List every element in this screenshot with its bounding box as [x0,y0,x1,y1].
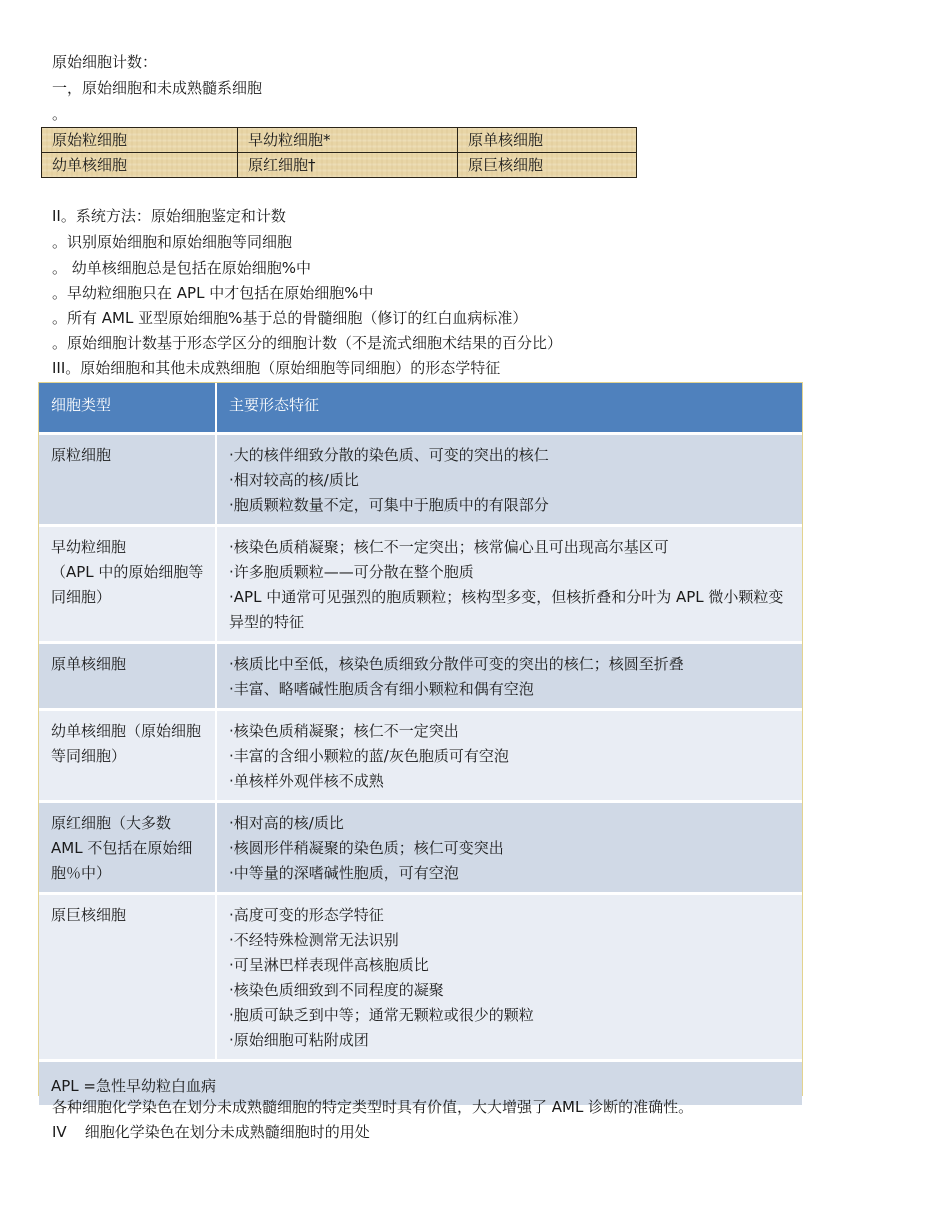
feature-item: ·相对较高的核/质比 [229,471,359,489]
doc-heading: 原始细胞计数： [52,53,158,71]
table-footnote: APL =急性早幼粒白血病 [39,1062,802,1105]
cell-features [217,895,802,1062]
section4-heading [52,1122,370,1142]
feature-item: ·相对高的核/质比 [229,814,344,832]
cell-features [217,644,802,711]
blast-cell-table [41,127,637,178]
table-row [39,895,802,1062]
cell-type: 原巨核细胞 [39,895,217,1062]
table-cell: 幼单核细胞 [42,153,238,178]
table-row [39,435,802,527]
cell-type: 幼单核细胞（原始细胞等同细胞） [39,711,217,803]
section2-item: 。所有 AML 亚型原始细胞%基于总的骨髓细胞（修订的红白血病标准） [52,309,528,327]
cell-features [217,527,802,644]
feature-item: ·许多胞质颗粒——可分散在整个胞质 [229,563,474,581]
feature-item: ·大的核伴细致分散的染色质、可变的突出的核仁 [229,446,549,464]
feature-item: ·APL 中通常可见强烈的胞质颗粒；核构型多变，但核折叠和分叶为 APL 微小颗粒变异型的特征 [229,588,784,631]
table-row [42,153,637,178]
cell-type: 早幼粒细胞 （APL 中的原始细胞等同细胞） [39,527,217,644]
table-row [39,644,802,711]
table-cell: 原巨核细胞 [458,153,637,178]
feature-item: ·胞质颗粒数量不定，可集中于胞质中的有限部分 [229,496,549,514]
feature-item: ·核染色质稍凝聚；核仁不一定突出 [229,722,459,740]
table-cell: 早幼粒细胞* [238,128,458,153]
cell-type: 原红细胞（大多数 AML 不包括在原始细胞％中） [39,803,217,895]
cell-type: 原单核细胞 [39,644,217,711]
cell-type: 原粒细胞 [39,435,217,527]
section2-item: 。识别原始细胞和原始细胞等同细胞 [52,233,293,251]
feature-item: ·核染色质细致到不同程度的凝聚 [229,981,444,999]
cell-features [217,711,802,803]
cell-features [217,435,802,527]
section2-item: 。原始细胞计数基于形态学区分的细胞计数（不是流式细胞术结果的百分比） [52,334,563,352]
table-row [39,711,802,803]
section2-item: 。早幼粒细胞只在 APL 中才包括在原始细胞%中 [52,284,374,302]
section2-item: 。 幼单核细胞总是包括在原始细胞%中 [52,259,312,277]
feature-item: ·丰富、略嗜碱性胞质含有细小颗粒和偶有空泡 [229,680,534,698]
section4-label: IV [52,1123,67,1141]
header-cell-features: 主要形态特征 [217,383,802,435]
feature-item: ·胞质可缺乏到中等；通常无颗粒或很少的颗粒 [229,1006,534,1024]
stray-mark: 。 [52,105,68,123]
table-cell: 原红细胞† [238,153,458,178]
table-cell: 原单核细胞 [458,128,637,153]
table-row [39,803,802,895]
feature-item: ·单核样外观伴核不成熟 [229,772,384,790]
feature-item: ·中等量的深嗜碱性胞质，可有空泡 [229,864,459,882]
feature-item: ·高度可变的形态学特征 [229,906,384,924]
table-row [42,128,637,153]
cell-features [217,803,802,895]
section1-title: 一，原始细胞和未成熟髓系细胞 [52,79,263,97]
closing-paragraph: 各种细胞化学染色在划分未成熟髓细胞的特定类型时具有价值，大大增强了 AML 诊断的准确性。 [52,1098,694,1116]
feature-item: ·可呈淋巴样表现伴高核胞质比 [229,956,429,974]
feature-item: ·原始细胞可粘附成团 [229,1031,369,1049]
section2-title: II。系统方法：原始细胞鉴定和计数 [52,207,286,225]
feature-item: ·核染色质稍凝聚；核仁不一定突出；核常偏心且可出现高尔基区可 [229,538,669,556]
feature-item: ·不经特殊检测常无法识别 [229,931,399,949]
feature-item: ·核质比中至低，核染色质细致分散伴可变的突出的核仁；核圆至折叠 [229,655,684,673]
morphology-table-frame [38,382,803,1096]
table-cell: 原始粒细胞 [42,128,238,153]
feature-item: ·核圆形伴稍凝聚的染色质；核仁可变突出 [229,839,504,857]
header-cell-type: 细胞类型 [39,383,217,435]
morphology-table [39,383,802,1105]
section4-title: 细胞化学染色在划分未成熟髓细胞时的用处 [84,1123,370,1141]
section3-title: III。原始细胞和其他未成熟细胞（原始细胞等同细胞）的形态学特征 [52,359,501,377]
table-row [39,527,802,644]
table-header-row [39,383,802,435]
feature-item: ·丰富的含细小颗粒的蓝/灰色胞质可有空泡 [229,747,509,765]
